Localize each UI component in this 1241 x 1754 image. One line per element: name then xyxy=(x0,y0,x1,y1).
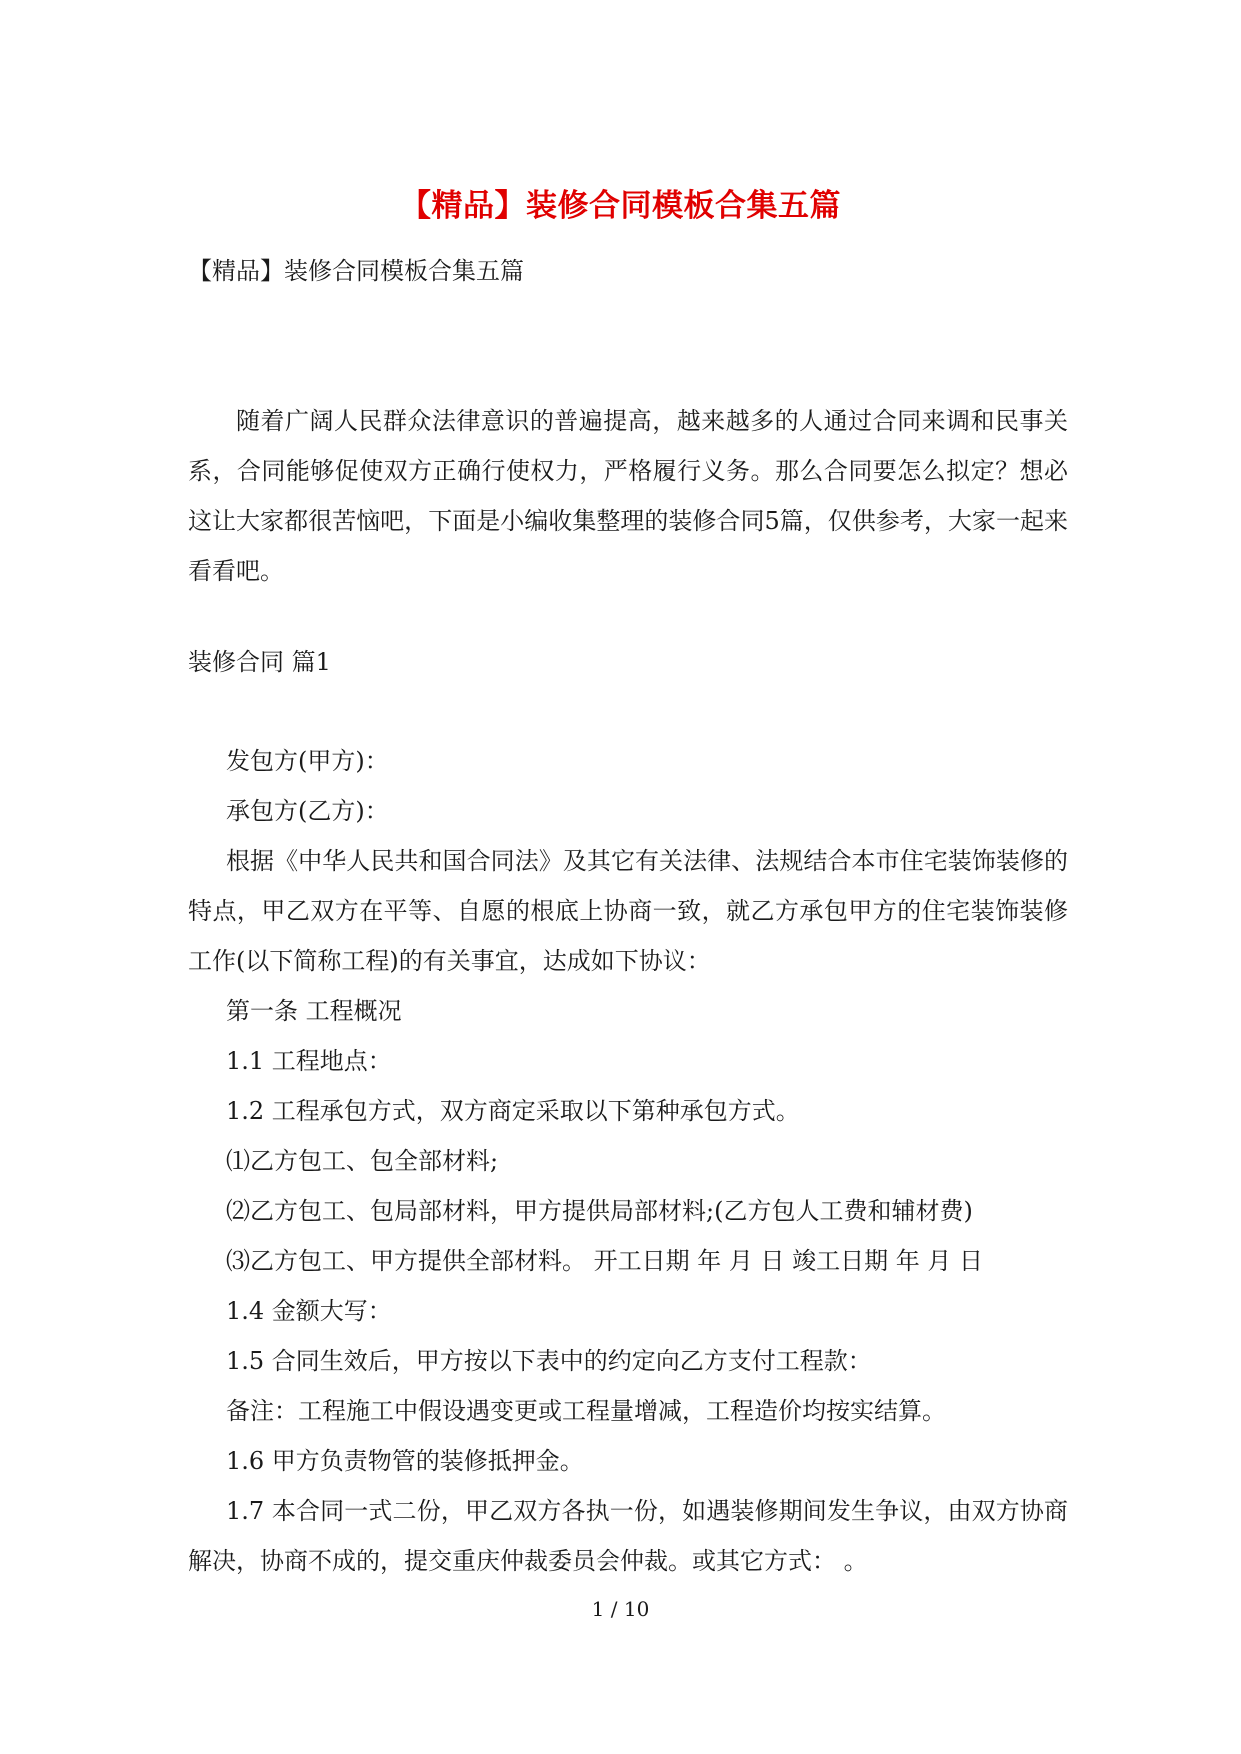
remark-line: 备注：工程施工中假设遇变更或工程量增减，工程造价均按实结算。 xyxy=(226,1397,946,1425)
clause-1-7: 1.7 本合同一式二份，甲乙双方各执一份，如遇装修期间发生争议，由双方协商解决，协商不成的，提交重庆仲裁委员会仲裁。或其它方式： 。 xyxy=(188,1497,1068,1575)
section-heading: 装修合同 篇1 xyxy=(188,648,331,676)
party-b-line: 承包方(乙方)： xyxy=(226,797,389,825)
document-title: 【精品】装修合同模板合集五篇 xyxy=(400,188,841,224)
article-heading: 第一条 工程概况 xyxy=(226,997,402,1025)
legal-basis-paragraph: 根据《中华人民共和国合同法》及其它有关法律、法规结合本市住宅装饰装修的特点，甲乙双方在平等、自愿的根底上协商一致，就乙方承包甲方的住宅装饰装修工作(以下简称工程)的有关事宜，达成如下协议： xyxy=(188,847,1068,975)
page-number: 1 / 10 xyxy=(591,1597,650,1621)
intro-paragraph: 随着广阔人民群众法律意识的普遍提高，越来越多的人通过合同来调和民事关系，合同能够促使双方正确行使权力，严格履行义务。那么合同要怎么拟定？想必这让大家都很苦恼吧，下面是小编收集整理的装修合同5篇，仅供参考，大家一起来看看吧。 xyxy=(188,407,1068,585)
document-subtitle: 【精品】装修合同模板合集五篇 xyxy=(188,257,524,285)
option-2: ⑵乙方包工、包局部材料，甲方提供局部材料;(乙方包人工费和辅材费) xyxy=(226,1197,973,1225)
party-a-line: 发包方(甲方)： xyxy=(226,747,389,775)
option-3: ⑶乙方包工、甲方提供全部材料。 开工日期 年 月 日 竣工日期 年 月 日 xyxy=(226,1247,984,1275)
contract-body xyxy=(188,736,1068,1586)
clause-1-4: 1.4 金额大写： xyxy=(226,1297,392,1325)
option-1: ⑴乙方包工、包全部材料; xyxy=(226,1147,499,1175)
clause-1-5: 1.5 合同生效后，甲方按以下表中的约定向乙方支付工程款： xyxy=(226,1347,872,1375)
clause-1-2: 1.2 工程承包方式，双方商定采取以下第种承包方式。 xyxy=(226,1097,800,1125)
clause-1-1: 1.1 工程地点： xyxy=(226,1047,392,1075)
clause-1-6: 1.6 甲方负责物管的装修抵押金。 xyxy=(226,1447,584,1475)
